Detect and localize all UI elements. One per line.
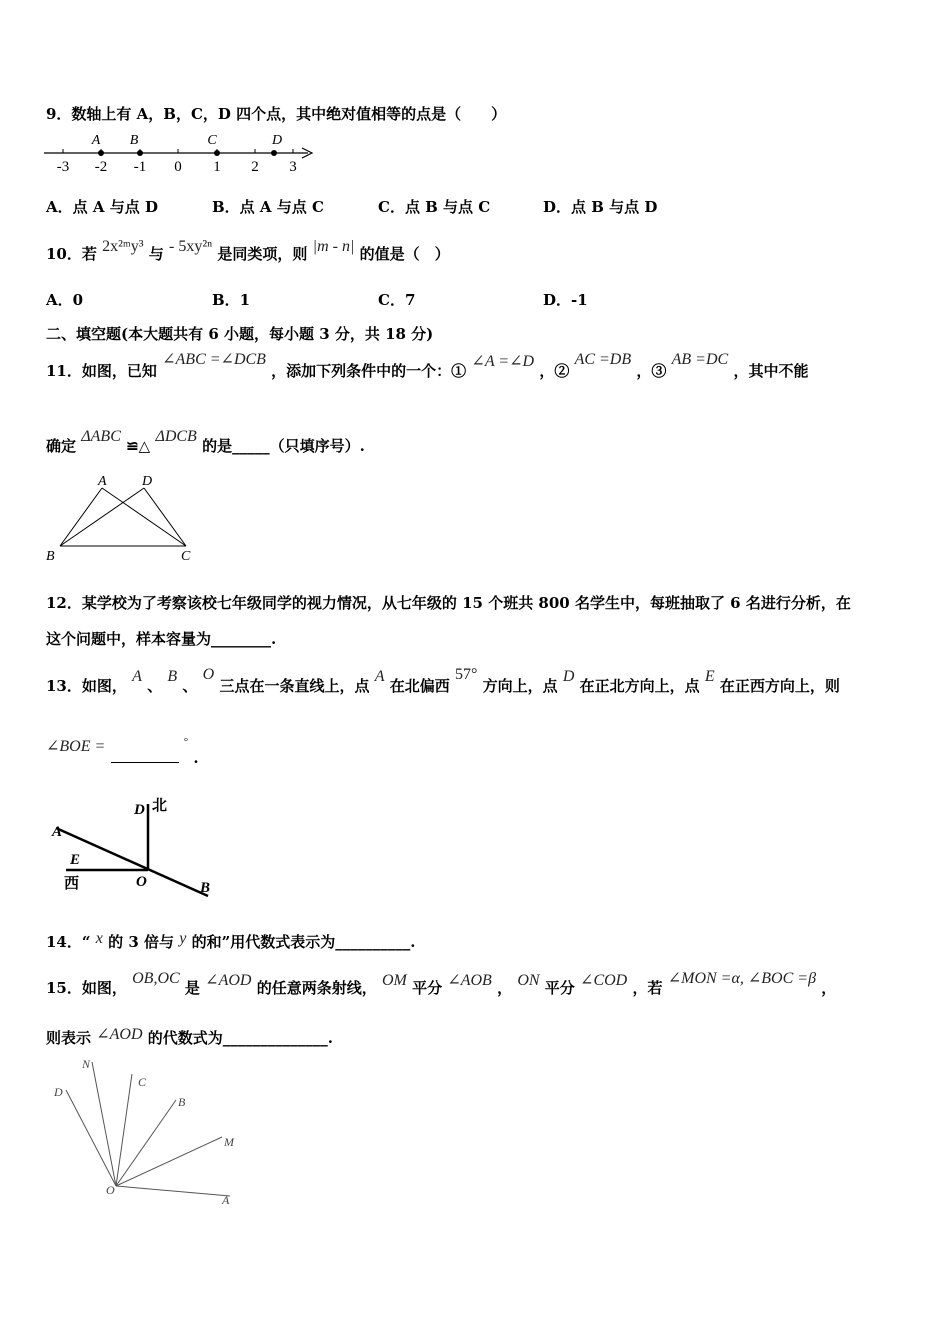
tick-label: -3	[56, 159, 70, 175]
fig-label: M	[224, 1135, 234, 1149]
q11-cond1: ∠A =∠D	[471, 353, 535, 370]
q11-tri2: ΔDCB	[155, 428, 197, 445]
q10-option-a: A．0	[46, 291, 84, 309]
q14-line	[46, 931, 415, 952]
q13-t5: 在正西方向上，则	[719, 677, 840, 695]
q11-triangle-figure	[40, 470, 210, 566]
q9-option-c: C．点 B 与点 C	[378, 198, 491, 216]
q13-o: O	[202, 666, 215, 683]
q15-rays-figure	[40, 1052, 250, 1212]
q13-a: A	[132, 668, 142, 685]
q15-t8: 则表示	[46, 1029, 92, 1047]
q13-line1	[46, 666, 840, 696]
fig-label: A	[222, 1193, 230, 1207]
tick-label: 2	[251, 159, 259, 175]
section-heading: 二、填空题(本大题共有 6 小题，每小题 3 分，共 18 分)	[46, 325, 434, 343]
q13-t2: 在北偏西	[389, 677, 450, 695]
fig-label: D	[134, 802, 145, 818]
fig-label: A	[98, 474, 107, 489]
q10-with: 与	[148, 245, 164, 263]
fig-label: C	[181, 549, 191, 564]
q10-line	[46, 238, 450, 264]
q15-om: OM	[381, 972, 407, 989]
fig-label: D	[54, 1085, 63, 1099]
q15-cod: ∠COD	[580, 972, 628, 989]
q11-t3: ，③	[636, 362, 667, 380]
q13-compass-figure	[44, 790, 224, 910]
q13-degsign: °	[183, 736, 189, 748]
q15-aod2: ∠AOD	[96, 1026, 143, 1043]
fig-label: O	[106, 1183, 115, 1197]
q11-t5: 确定	[46, 437, 77, 455]
fig-label: D	[142, 474, 153, 489]
q13-num: 13．如图，	[46, 677, 127, 695]
q15-t2: 的任意两条射线，	[256, 979, 377, 997]
q13-d: D	[562, 668, 575, 685]
q15-line2	[46, 1027, 333, 1048]
q10-option-d: D．-1	[543, 291, 588, 309]
q13-deg: 57°	[454, 666, 478, 683]
q9-option-b: B．点 A 与点 C	[212, 198, 324, 216]
fig-label: B	[200, 880, 211, 896]
q15-aob: ∠AOB	[447, 972, 492, 989]
q12-line1: 12．某学校为了考察该校七年级同学的视力情况，从七年级的 15 个班共 800 名学生中，每班抽取了 6 名进行分析，在	[46, 594, 851, 612]
q13-a2: A	[374, 668, 385, 685]
fig-label: N	[82, 1057, 91, 1071]
q11-tri1: ΔABC	[81, 428, 121, 445]
q11-line2	[46, 428, 365, 456]
tick-label: -1	[133, 159, 147, 175]
q13-b: B	[167, 668, 178, 685]
tick-label: 1	[213, 159, 221, 175]
q11-cond2: AC =DB	[574, 351, 632, 368]
fig-label: O	[136, 874, 147, 890]
q9-text: 9．数轴上有 A，B，C，D 四个点，其中绝对值相等的点是（ ）	[46, 105, 507, 123]
q14-t1: 14．“	[46, 933, 91, 951]
point-a-dot	[98, 150, 104, 156]
q11-line1	[46, 351, 809, 381]
fig-label: 西	[64, 876, 80, 892]
fig-label: E	[70, 852, 81, 868]
q10-term2: - 5xy²ⁿ	[169, 238, 213, 255]
fig-label: B	[178, 1095, 186, 1109]
q10-term1: 2x²ᵐy³	[102, 238, 144, 255]
q10-abs: |m - n|	[312, 238, 355, 255]
q11-t1: ，添加下列条件中的一个：①	[271, 362, 467, 380]
q11-given: ∠ABC =∠DCB	[162, 351, 266, 368]
point-c-dot	[214, 150, 220, 156]
q13-end: .	[193, 749, 199, 767]
q11-cong: ≌△	[126, 437, 151, 455]
q13-answer-blank	[111, 748, 179, 763]
q13-sep2: 、	[182, 677, 198, 695]
q11-cond3: AB =DC	[671, 351, 729, 368]
q13-e: E	[704, 668, 715, 685]
q10-mid: 是同类项，则	[217, 245, 308, 263]
q15-t3: 平分	[412, 979, 443, 997]
q15-on: ON	[517, 972, 540, 989]
point-label: C	[207, 133, 217, 148]
fig-label: C	[138, 1075, 147, 1089]
q12-line2: 这个问题中，样本容量为________.	[46, 630, 277, 648]
fig-label: A	[52, 824, 63, 840]
q13-t3: 方向上，点	[482, 677, 558, 695]
q10-option-b: B．1	[212, 291, 251, 309]
q15-rays: OB,OC	[132, 970, 180, 987]
q14-x: x	[95, 930, 103, 947]
q15-cond: ∠MON =α, ∠BOC =β	[667, 970, 817, 987]
q11-num: 11．如图，已知	[46, 362, 157, 380]
q13-t4: 在正北方向上，点	[579, 677, 700, 695]
q11-t6: 的是_____（只填序号）.	[202, 437, 365, 455]
q13-sep1: 、	[147, 677, 163, 695]
q13-line2	[46, 736, 199, 767]
q9-option-a: A．点 A 与点 D	[46, 198, 158, 216]
fig-label: B	[46, 549, 55, 564]
q15-line1	[46, 970, 837, 998]
q15-aod: ∠AOD	[205, 972, 252, 989]
q15-t1: 是	[184, 979, 200, 997]
q14-y: y	[179, 930, 187, 947]
q11-t2: ，②	[539, 362, 570, 380]
q14-t3: 的和”用代数式表示为__________.	[191, 933, 416, 951]
q15-t6: ，若	[632, 979, 663, 997]
q15-t9: 的代数式为______________.	[147, 1029, 334, 1047]
point-label: D	[271, 133, 283, 148]
tick-label: 0	[174, 159, 182, 175]
q13-t1: 三点在一条直线上，点	[219, 677, 370, 695]
number-line-figure	[40, 128, 330, 176]
point-label: A	[91, 133, 101, 148]
q15-t5: 平分	[544, 979, 575, 997]
q10-end: 的值是（ ）	[359, 245, 450, 263]
tick-label: 3	[289, 159, 297, 175]
fig-label: 北	[152, 798, 168, 814]
point-label: B	[129, 133, 139, 148]
q10-option-c: C．7	[378, 291, 416, 309]
q9-option-d: D．点 B 与点 D	[543, 198, 658, 216]
tick-label: -2	[94, 159, 108, 175]
q11-t4: ，其中不能	[733, 362, 809, 380]
q15-t4: ，	[497, 979, 513, 997]
q15-t7: ，	[821, 979, 837, 997]
q14-t2: 的 3 倍与	[108, 933, 174, 951]
point-b-dot	[137, 150, 143, 156]
point-d-dot	[271, 150, 277, 156]
q13-angle: ∠BOE =	[46, 738, 106, 755]
q10-num: 10．若	[46, 245, 97, 263]
q15-num: 15．如图，	[46, 979, 127, 997]
